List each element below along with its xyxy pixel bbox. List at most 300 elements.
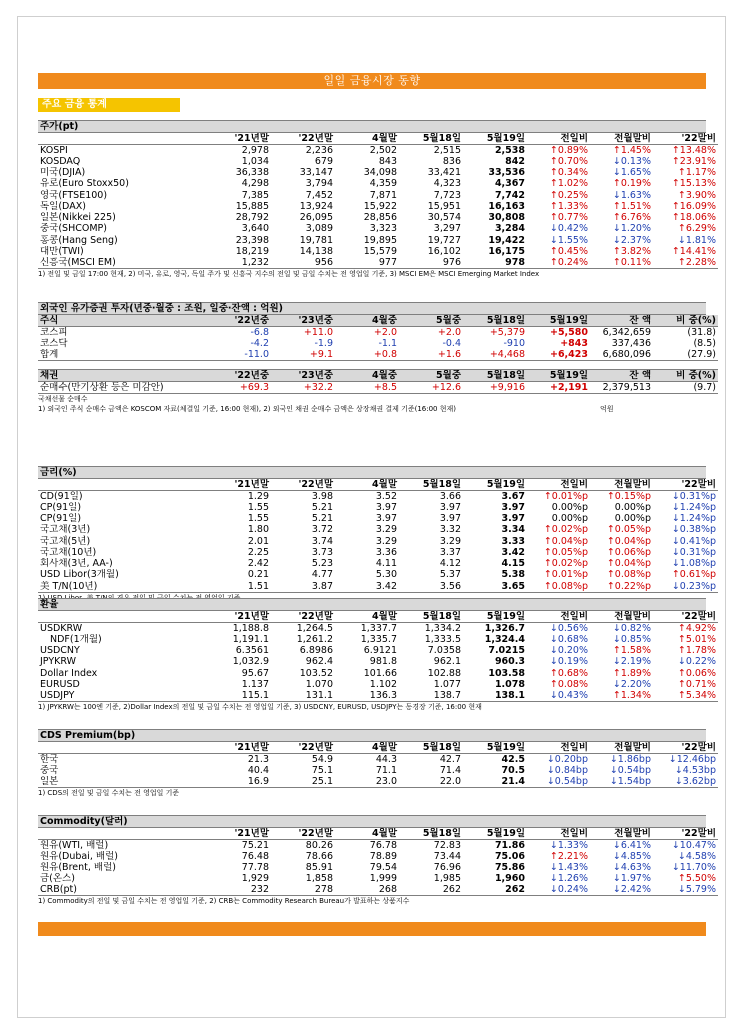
value-cell: 1,191.1 <box>232 633 269 645</box>
change-year-cell: ↑13.48% <box>671 144 716 156</box>
value-cell: 5.21 <box>311 501 333 513</box>
row-label: KOSDAQ <box>40 155 81 167</box>
value-cell: 4,359 <box>369 178 397 190</box>
change-day-cell: ↓0.43% <box>549 689 588 701</box>
value-cell: 976 <box>442 257 461 269</box>
column-header <box>38 611 186 623</box>
column-header: 5월중 <box>436 369 461 381</box>
column-header: 4월말 <box>372 610 397 622</box>
value-cell: 5.23 <box>311 558 333 570</box>
value-cell: 842 <box>505 155 525 167</box>
value-cell: 1,326.7 <box>484 622 525 634</box>
row-label: 영국(FTSE100) <box>40 189 108 201</box>
value-cell: 1.51 <box>247 580 269 592</box>
value-cell: +8.5 <box>373 381 397 393</box>
value-cell: +69.3 <box>239 381 269 393</box>
table-row <box>38 178 718 189</box>
column-header: '22년말 <box>298 741 333 753</box>
change-day-cell: ↑0.05%p <box>543 546 588 558</box>
change-day-cell: ↑0.01%p <box>543 490 588 502</box>
cds-table <box>38 742 718 788</box>
value-cell: 22.0 <box>439 775 461 787</box>
change-year-cell: ↓1.08%p <box>671 558 716 570</box>
value-cell: 5.30 <box>375 569 397 581</box>
value-cell: 2,379,513 <box>602 381 651 393</box>
change-year-cell: ↑5.34% <box>677 689 716 701</box>
value-cell: 5.37 <box>439 569 461 581</box>
column-header: '22말비 <box>681 741 716 753</box>
change-year-cell: ↑0.71% <box>677 678 716 690</box>
change-year-cell: ↓4.58% <box>677 850 716 862</box>
change-day-cell: ↓0.24% <box>549 884 588 896</box>
value-cell: 79.54 <box>369 861 397 873</box>
value-cell: 278 <box>314 884 333 896</box>
value-cell: 16,175 <box>488 246 525 258</box>
row-label: 국고채(10년) <box>40 546 97 558</box>
column-header: '21년말 <box>234 478 269 490</box>
table-row <box>38 338 718 349</box>
change-month-cell: ↑1.89% <box>612 667 651 679</box>
value-cell: 1,929 <box>241 873 269 885</box>
header-row <box>38 369 718 381</box>
value-cell: 5.21 <box>311 512 333 524</box>
column-header: 5월19일 <box>549 369 588 381</box>
value-cell: 3.97 <box>501 501 525 513</box>
column-header: 4월중 <box>372 369 397 381</box>
change-day-cell: 0.00%p <box>551 512 588 524</box>
value-cell: +2.0 <box>373 326 397 338</box>
change-year-cell: ↑6.29% <box>677 223 716 235</box>
value-cell: 1,264.5 <box>296 622 333 634</box>
change-day-cell: ↑1.02% <box>549 178 588 190</box>
value-cell: 1,232 <box>241 257 269 269</box>
value-cell: 23,398 <box>235 234 269 246</box>
value-cell: 6.3561 <box>235 644 269 656</box>
change-month-cell: ↓6.41% <box>612 839 651 851</box>
foreign-bond-table <box>38 369 718 394</box>
change-day-cell: ↓0.42% <box>549 223 588 235</box>
column-header: 4월말 <box>372 741 397 753</box>
change-day-cell: ↑0.08% <box>549 678 588 690</box>
row-label: USD Libor(3개월) <box>40 569 119 581</box>
value-cell: 3.74 <box>311 535 333 547</box>
value-cell: 7.0358 <box>427 644 461 656</box>
value-cell: 21.3 <box>247 753 269 765</box>
column-header <box>38 742 186 754</box>
column-header: 5월18일 <box>422 132 461 144</box>
value-cell: 25.1 <box>311 775 333 787</box>
row-label: 홍콩(Hang Seng) <box>40 234 118 246</box>
value-cell: 42.5 <box>501 753 525 765</box>
value-cell: 2.25 <box>247 546 269 558</box>
value-cell: 1,324.4 <box>484 633 525 645</box>
value-cell: 956 <box>314 257 333 269</box>
column-header: '22년말 <box>298 132 333 144</box>
change-month-cell: ↓0.85% <box>612 633 651 645</box>
value-cell: 15,885 <box>235 200 269 212</box>
row-label: 합계 <box>40 348 59 360</box>
column-header: 전월말비 <box>614 610 651 622</box>
value-cell: 3,297 <box>433 223 461 235</box>
value-cell: (31.8) <box>687 326 716 338</box>
change-month-cell: ↑6.76% <box>612 212 651 224</box>
value-cell: 138.7 <box>433 689 461 701</box>
row-label: 대만(TWI) <box>40 246 84 258</box>
row-label: 회사채(3년, AA-) <box>40 558 113 570</box>
value-cell: 1.29 <box>247 490 269 502</box>
change-month-cell: ↓1.63% <box>612 189 651 201</box>
column-header: 전월말비 <box>614 478 651 490</box>
table-row <box>38 884 718 896</box>
table-row <box>38 349 718 361</box>
change-day-cell: ↑0.08%p <box>543 580 588 592</box>
change-year-cell: ↓0.31%p <box>671 546 716 558</box>
column-header: '22년말 <box>298 610 333 622</box>
value-cell: 3.97 <box>439 512 461 524</box>
change-month-cell: ↑0.06%p <box>606 546 651 558</box>
value-cell: 4.77 <box>311 569 333 581</box>
value-cell: 1,858 <box>305 873 333 885</box>
change-year-cell: ↓3.62bp <box>674 775 716 787</box>
foreign-note-1: 국채선물 순매수 <box>38 394 88 403</box>
change-month-cell: ↓2.19% <box>612 656 651 668</box>
value-cell: 2,236 <box>305 144 333 156</box>
fx-note: 1) JPYKRW는 100엔 기준, 2)Dollar Index의 전일 및 금일 수치는 전 영업일 기준, 3) USDCNY, EURUSD, USDJPY는 동경장 기준, 16:00 현재 <box>38 702 482 711</box>
value-cell: 73.44 <box>433 850 461 862</box>
row-label: 코스피 <box>40 326 68 338</box>
change-year-cell: ↓4.53bp <box>674 764 716 776</box>
table-row <box>38 547 718 558</box>
column-header: 4월말 <box>372 132 397 144</box>
change-day-cell: ↓0.56% <box>549 622 588 634</box>
change-year-cell: ↑14.41% <box>671 246 716 258</box>
table-row <box>38 851 718 862</box>
value-cell: (27.9) <box>687 348 716 360</box>
change-month-cell: ↑1.34% <box>612 689 651 701</box>
value-cell: 3.29 <box>375 524 397 536</box>
change-month-cell: ↑0.04%p <box>606 558 651 570</box>
value-cell: 1.55 <box>247 512 269 524</box>
value-cell: +843 <box>560 337 588 349</box>
change-day-cell: ↑0.34% <box>549 166 588 178</box>
change-month-cell: ↑1.45% <box>612 144 651 156</box>
header-row <box>38 611 718 623</box>
value-cell: 4.12 <box>439 558 461 570</box>
value-cell: 71.4 <box>439 764 461 776</box>
change-month-cell: ↑0.22%p <box>606 580 651 592</box>
column-header: 잔 액 <box>629 369 651 381</box>
value-cell: 1.55 <box>247 501 269 513</box>
value-cell: 28,792 <box>235 212 269 224</box>
value-cell: 103.52 <box>299 667 333 679</box>
stock-section <box>38 120 716 279</box>
table-row <box>38 622 718 634</box>
value-cell: 1.070 <box>305 678 333 690</box>
value-cell: 6.9121 <box>363 644 397 656</box>
value-cell: 36,338 <box>235 166 269 178</box>
value-cell: 75.86 <box>494 861 525 873</box>
value-cell: +2.0 <box>437 326 461 338</box>
value-cell: +4,468 <box>489 348 525 360</box>
table-row <box>38 862 718 873</box>
commodity-table <box>38 828 718 897</box>
change-day-cell: ↑0.77% <box>549 212 588 224</box>
value-cell: 3.73 <box>311 546 333 558</box>
change-day-cell: ↓0.68% <box>549 633 588 645</box>
change-day-cell: ↑1.33% <box>549 200 588 212</box>
value-cell: 33,536 <box>488 166 525 178</box>
row-label: 국고채(3년) <box>40 524 91 536</box>
column-header: '23년중 <box>298 369 333 381</box>
value-cell: 3.97 <box>375 512 397 524</box>
value-cell: 30,808 <box>488 212 525 224</box>
value-cell: 115.1 <box>241 689 269 701</box>
change-day-cell: ↓1.33% <box>549 839 588 851</box>
value-cell: 75.1 <box>311 764 333 776</box>
value-cell: 76.78 <box>369 839 397 851</box>
change-year-cell: ↓0.31%p <box>671 490 716 502</box>
value-cell: -1.1 <box>378 337 397 349</box>
table-row <box>38 167 718 178</box>
column-header: '22년말 <box>298 478 333 490</box>
row-label: KOSPI <box>40 144 68 156</box>
change-day-cell: ↓0.20% <box>549 644 588 656</box>
rates-table <box>38 479 718 593</box>
value-cell: 3.66 <box>439 490 461 502</box>
table-row <box>38 839 718 851</box>
value-cell: 3.33 <box>501 535 525 547</box>
value-cell: 3.42 <box>375 580 397 592</box>
value-cell: 1,188.8 <box>232 622 269 634</box>
value-cell: 4.15 <box>501 558 525 570</box>
change-year-cell: ↑0.06% <box>677 667 716 679</box>
column-header: 전일비 <box>560 478 588 490</box>
value-cell: 3.97 <box>439 501 461 513</box>
value-cell: 3.52 <box>375 490 397 502</box>
row-label: 원유(Dubai, 배럴) <box>40 850 118 862</box>
column-header: 5월18일 <box>422 741 461 753</box>
value-cell: 72.83 <box>433 839 461 851</box>
value-cell: 1.078 <box>494 678 525 690</box>
value-cell: 232 <box>250 884 269 896</box>
change-month-cell: ↑3.82% <box>612 246 651 258</box>
table-row <box>38 558 718 569</box>
value-cell: 19,727 <box>427 234 461 246</box>
change-year-cell: ↓10.47% <box>671 839 716 851</box>
header-row <box>38 742 718 754</box>
row-label: 원유(WTI, 배럴) <box>40 839 109 851</box>
row-label: 유로(Euro Stoxx50) <box>40 178 129 190</box>
value-cell: 13,924 <box>299 200 333 212</box>
page-title: 일일 금융시장 동향 <box>38 73 706 89</box>
value-cell: 0.21 <box>247 569 269 581</box>
change-year-cell: ↑1.78% <box>677 644 716 656</box>
rates-section-title: 금리(%) <box>38 466 706 479</box>
value-cell: 4.11 <box>375 558 397 570</box>
column-header: '22말비 <box>681 478 716 490</box>
foreign-stock-table <box>38 315 718 361</box>
table-row <box>38 326 718 338</box>
change-day-cell: ↑0.89% <box>549 144 588 156</box>
foreign-investment-section <box>38 302 716 414</box>
change-year-cell: ↓12.46bp <box>668 753 716 765</box>
value-cell: 14,138 <box>299 246 333 258</box>
value-cell: 1,985 <box>433 873 461 885</box>
change-day-cell: ↓0.19% <box>549 656 588 668</box>
table-row <box>38 667 718 678</box>
value-cell: 136.3 <box>369 689 397 701</box>
column-header: 5월19일 <box>486 827 525 839</box>
value-cell: 15,951 <box>427 200 461 212</box>
row-label: 美 T/N(10년) <box>40 580 98 592</box>
column-header: 전월말비 <box>614 741 651 753</box>
change-year-cell: ↓1.81% <box>677 234 716 246</box>
change-day-cell: ↑0.45% <box>549 246 588 258</box>
value-cell: 7,742 <box>494 189 525 201</box>
row-label: 순매수(만기상환 등은 미감안) <box>40 381 164 393</box>
value-cell: 16,163 <box>488 200 525 212</box>
foreign-note-unit: 억원 <box>600 404 614 413</box>
value-cell: (9.7) <box>693 381 716 393</box>
table-row <box>38 581 718 593</box>
change-month-cell: ↑0.11% <box>612 257 651 269</box>
value-cell: 2,978 <box>241 144 269 156</box>
column-header: '22말비 <box>681 827 716 839</box>
value-cell: 34,098 <box>363 166 397 178</box>
value-cell: 101.66 <box>363 667 397 679</box>
value-cell: 80.26 <box>305 839 333 851</box>
stock-table <box>38 133 718 270</box>
column-header: 전일비 <box>560 610 588 622</box>
column-header: 5월19일 <box>486 610 525 622</box>
change-month-cell: ↓4.63% <box>612 861 651 873</box>
value-cell: 15,579 <box>363 246 397 258</box>
change-year-cell: ↑3.90% <box>677 189 716 201</box>
value-cell: 6,342,659 <box>602 326 651 338</box>
change-month-cell: ↑1.51% <box>612 200 651 212</box>
value-cell: +11.0 <box>303 326 333 338</box>
row-label: Dollar Index <box>40 667 98 679</box>
change-year-cell: ↑5.50% <box>677 873 716 885</box>
row-label: CP(91일) <box>40 501 82 513</box>
column-header: 전일비 <box>560 827 588 839</box>
value-cell: 3.29 <box>439 535 461 547</box>
change-month-cell: ↑0.04%p <box>606 535 651 547</box>
change-day-cell: ↑0.04%p <box>543 535 588 547</box>
column-header: 4월말 <box>372 827 397 839</box>
cds-section <box>38 729 716 798</box>
value-cell: 1,334.2 <box>424 622 461 634</box>
column-header: '22년중 <box>234 314 269 326</box>
column-header: '22년중 <box>234 369 269 381</box>
value-cell: 1,337.7 <box>360 622 397 634</box>
row-label: 국고채(5년) <box>40 535 91 547</box>
change-year-cell: ↓5.79% <box>677 884 716 896</box>
row-label: USDJPY <box>40 689 75 701</box>
change-day-cell: ↑0.02%p <box>543 558 588 570</box>
value-cell: 962.4 <box>305 656 333 668</box>
value-cell: 75.21 <box>241 839 269 851</box>
value-cell: -0.4 <box>442 337 461 349</box>
row-label: 독일(DAX) <box>40 200 86 212</box>
value-cell: -11.0 <box>244 348 269 360</box>
value-cell: 95.67 <box>241 667 269 679</box>
column-header: 전일비 <box>560 132 588 144</box>
row-label: USDCNY <box>40 644 80 656</box>
value-cell: 21.4 <box>501 775 525 787</box>
stock-note: 1) 전일 및 금일 17:00 현재, 2) 미국, 유로, 영국, 독일 주가 및 신흥국 지수의 전일 및 금일 수치는 전 영업일 기준, 3) MSCI EM은 MSCI Emerging Market Index <box>38 270 540 279</box>
commodity-note: 1) Commodity의 전일 및 금일 수치는 전 영업일 기준, 2) CRB는 Commodity Research Bureau가 발표하는 상품지수 <box>38 897 410 906</box>
value-cell: 1,034 <box>241 155 269 167</box>
row-label: 한국 <box>40 753 59 765</box>
column-header <box>38 828 186 840</box>
change-day-cell: ↓0.54bp <box>546 775 588 787</box>
column-header <box>38 479 186 491</box>
value-cell: 85.91 <box>305 861 333 873</box>
value-cell: 76.96 <box>433 861 461 873</box>
change-year-cell: ↑0.61%p <box>671 569 716 581</box>
value-cell: 1,333.5 <box>424 633 461 645</box>
table-row <box>38 753 718 765</box>
foreign-section-title: 외국인 유가증권 투자(년중·월중 : 조원, 일중·잔액 : 억원) <box>38 302 706 315</box>
change-day-cell: ↑0.02%p <box>543 524 588 536</box>
value-cell: 7,871 <box>369 189 397 201</box>
table-row <box>38 513 718 524</box>
value-cell: 268 <box>378 884 397 896</box>
column-header: 5월18일 <box>486 314 525 326</box>
value-cell: 44.3 <box>375 753 397 765</box>
column-header: 5월18일 <box>486 369 525 381</box>
change-day-cell: ↓0.20bp <box>546 753 588 765</box>
column-header: '22말비 <box>681 132 716 144</box>
foreign-note-2 <box>38 404 706 414</box>
change-month-cell: 0.00%p <box>614 501 651 513</box>
value-cell: +5,580 <box>549 326 588 338</box>
value-cell: -1.9 <box>314 337 333 349</box>
table-row <box>38 535 718 546</box>
value-cell: 103.58 <box>488 667 525 679</box>
value-cell: 4,367 <box>494 178 525 190</box>
table-row <box>38 189 718 200</box>
table-row <box>38 156 718 167</box>
change-month-cell: ↓4.85% <box>612 850 651 862</box>
column-header: '21년말 <box>234 741 269 753</box>
value-cell: 71.1 <box>375 764 397 776</box>
value-cell: 42.7 <box>439 753 461 765</box>
value-cell: 70.5 <box>501 764 525 776</box>
change-month-cell: ↑0.15%p <box>606 490 651 502</box>
row-label: EURUSD <box>40 678 80 690</box>
value-cell: (8.5) <box>693 337 716 349</box>
value-cell: 4,323 <box>433 178 461 190</box>
value-cell: 18,219 <box>235 246 269 258</box>
change-year-cell: ↑5.01% <box>677 633 716 645</box>
table-row <box>38 502 718 513</box>
value-cell: 7,723 <box>433 189 461 201</box>
cds-note: 1) CDS의 전일 및 금일 수치는 전 영업일 기준 <box>38 788 180 797</box>
table-row <box>38 634 718 645</box>
table-row <box>38 381 718 393</box>
value-cell: 15,922 <box>363 200 397 212</box>
table-row <box>38 490 718 502</box>
value-cell: 2,515 <box>433 144 461 156</box>
value-cell: 6,680,096 <box>602 348 651 360</box>
value-cell: 3,323 <box>369 223 397 235</box>
commodity-section-title: Commodity(달러) <box>38 815 706 828</box>
change-month-cell: ↑0.08%p <box>606 569 651 581</box>
change-month-cell: ↓2.37% <box>612 234 651 246</box>
header-row <box>38 133 718 145</box>
